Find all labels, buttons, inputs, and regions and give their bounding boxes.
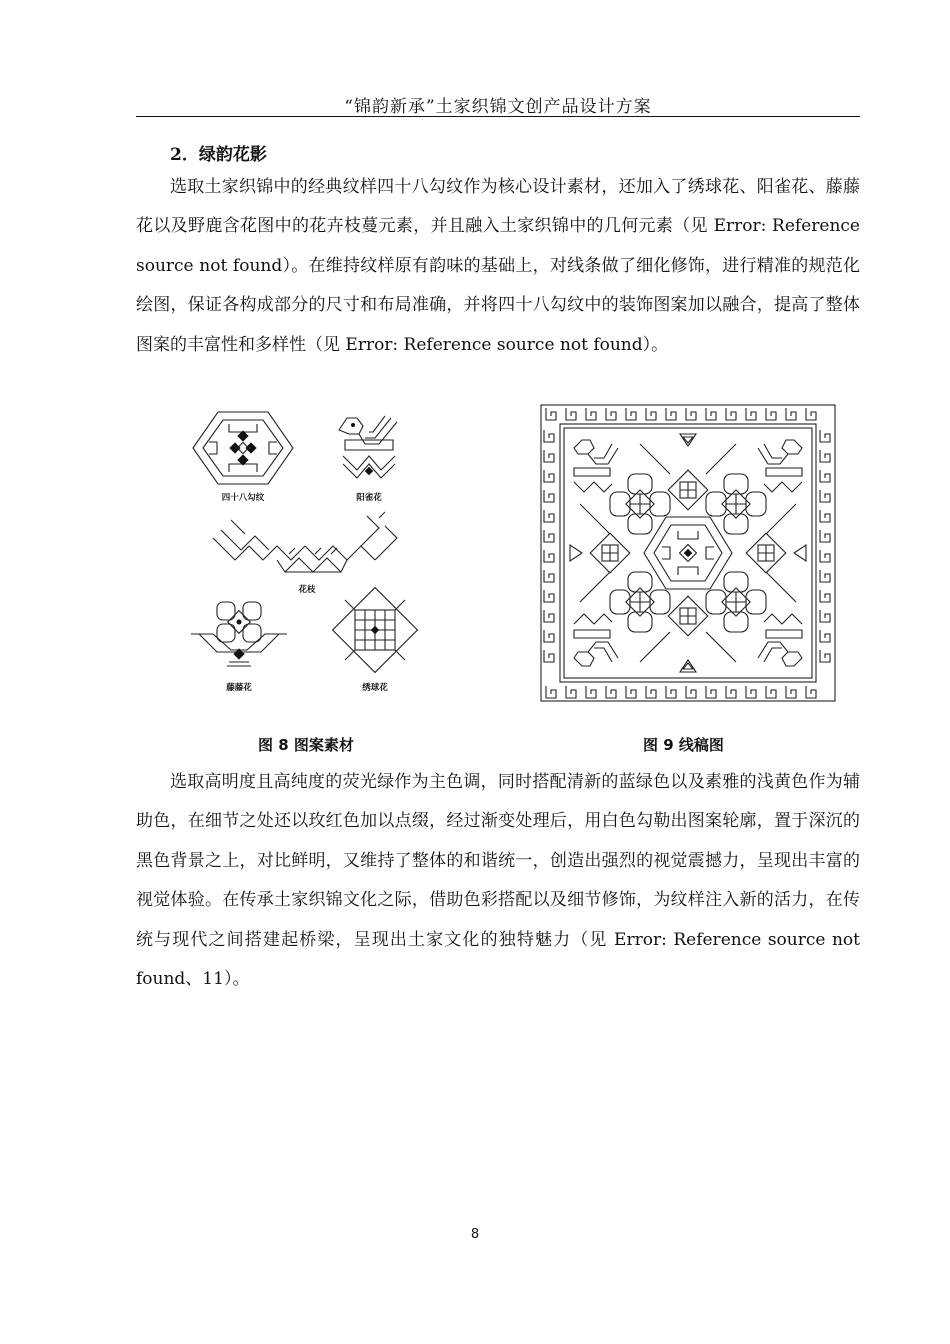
figure-8-caption: 图 8 图案素材 bbox=[258, 736, 354, 754]
paragraph-2: 选取高明度且高纯度的荧光绿作为主色调，同时搭配清新的蓝绿色以及素雅的浅黄色作为辅助色，在细节之处还以玫红色加以点缀，经过渐变处理后，用白色勾勒出图案轮廓，置于深沉的黑色背景之上，对比鲜明，又维持了整体的和谐统一，创造出强烈的视觉震撼力，呈现出丰富的视觉体验。在传承土家织锦文化之际，借助色彩搭配以及细节修饰，为纹样注入新的活力，在传统与现代之间搭建起桥梁，呈现出土家文化的独特魅力（见 Error: Reference source not found、11）。 bbox=[136, 772, 860, 990]
motif-vine-flower bbox=[191, 602, 287, 666]
label-motif-1: 四十八勾纹 bbox=[221, 493, 265, 503]
running-header-title: “锦韵新承”土家织锦文创产品设计方案 bbox=[344, 97, 652, 117]
motif-flower-branch bbox=[213, 512, 397, 572]
bird-top-left bbox=[574, 440, 618, 492]
label-motif-3: 花枝 bbox=[298, 585, 316, 595]
paragraph-1: 选取土家织锦中的经典纹样四十八勾纹作为核心设计素材，还加入了绣球花、阳雀花、藤藤花以及野鹿含花图中的花卉枝蔓元素，并且融入土家织锦中的几何元素（见 Error: Reference source not found）。在维持纹样原有韵味的基础上，对线条做了细化修饰，进行精准的规范化绘图，保证各构成部分的尺寸和布局准确，并将四十八勾纹中的装饰图案加以融合，提高了整体图案的丰富性和多样性（见 Error: Reference source not found）。 bbox=[136, 177, 860, 355]
figure-8-pattern-materials bbox=[185, 400, 430, 700]
central-hexagon-motif bbox=[644, 517, 732, 589]
motif-hydrangea bbox=[333, 588, 418, 673]
label-motif-4: 藤藤花 bbox=[226, 683, 252, 693]
figure-9-line-drawing bbox=[540, 404, 836, 702]
page-number: 8 bbox=[470, 1227, 480, 1242]
motif-bird-flower bbox=[339, 416, 397, 478]
label-motif-5: 绣球花 bbox=[362, 683, 388, 693]
motif-forty-eight-hook-pattern bbox=[193, 412, 293, 484]
figure-9-caption: 图 9 线稿图 bbox=[643, 736, 724, 754]
header-rule bbox=[136, 116, 860, 117]
label-motif-2: 阳雀花 bbox=[356, 493, 382, 503]
section-heading: 2．绿韵花影 bbox=[170, 145, 267, 165]
